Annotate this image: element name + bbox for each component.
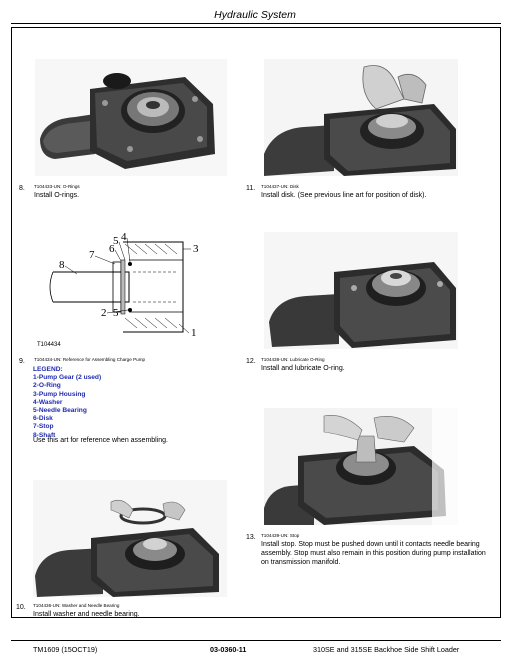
figure-caption: T104436-UN: Washer and Needle Bearing	[33, 603, 120, 608]
legend	[33, 366, 101, 440]
photo-stop	[264, 408, 458, 525]
footer-model: 310SE and 315SE Backhoe Side Shift Loader	[313, 645, 460, 654]
callout-5b: 5	[113, 307, 119, 319]
callout-7: 7	[89, 249, 95, 261]
legend-item: 5-Needle Bearing	[33, 407, 87, 415]
step-instruction: Install O-rings.	[34, 192, 80, 199]
photo-lubricate-o-ring	[264, 232, 458, 349]
step-number: 8.	[19, 185, 25, 192]
step-number: 10.	[16, 604, 26, 611]
legend-item: 4-Washer	[33, 398, 63, 406]
callout-5: 5	[113, 235, 119, 247]
step-number: 11.	[246, 185, 256, 192]
figure-caption: T104433-UN: O-Rings	[34, 184, 80, 189]
legend-item: 3-Pump Housing	[33, 390, 86, 398]
photo-disk	[264, 59, 458, 176]
photo-o-rings	[35, 59, 227, 176]
legend-item: 2-O-Ring	[33, 382, 61, 390]
legend-item: 1-Pump Gear (2 used)	[33, 374, 102, 382]
figure-caption: T104438-UN: Lubricate O-Ring	[261, 357, 325, 362]
footer-manual-id: TM1609 (15OCT19)	[33, 645, 98, 654]
step-number: 9.	[19, 358, 25, 365]
step-instruction: Install disk. (See previous line art for position of disk).	[261, 192, 427, 199]
photo-washer-bearing	[33, 480, 227, 597]
step-instruction: Install and lubricate O-ring.	[261, 365, 345, 372]
step-9-instruction	[33, 436, 233, 445]
step-instruction: Install stop. Stop must be pushed down until it contacts needle bearing assembly. Stop must also remain in this position during pump installation on transmission manifold.	[261, 541, 486, 566]
legend-item: 7-Stop	[33, 423, 54, 431]
step-instruction: Use this art for reference when assembling.	[33, 437, 169, 444]
callout-6: 6	[109, 243, 115, 255]
charge-pump-line-art	[33, 232, 211, 350]
figure-caption: T104434-UN: Reference for Assembling Charge Pump	[34, 357, 146, 362]
callout-2: 2	[101, 307, 107, 319]
callout-3: 3	[193, 243, 199, 255]
step-number: 13.	[246, 534, 256, 541]
diagram-id: T104434	[37, 342, 61, 348]
figure-caption: T104437-UN: Disk	[261, 184, 299, 189]
footer-page-number: 03-0360-11	[210, 645, 247, 654]
legend-title: LEGEND:	[33, 366, 63, 373]
callout-8: 8	[59, 259, 65, 271]
legend-item: 8-Shaft	[33, 431, 56, 439]
header-rule	[11, 23, 501, 24]
callout-1: 1	[191, 327, 197, 339]
step-number: 12.	[246, 358, 256, 365]
footer-rule	[11, 640, 501, 641]
legend-item: 6-Disk	[33, 415, 53, 423]
figure-caption: T104439-UN: Stop	[261, 533, 300, 538]
callout-4: 4	[121, 232, 127, 243]
page-title: Hydraulic System	[214, 9, 296, 21]
step-instruction: Install washer and needle bearing.	[33, 611, 140, 618]
